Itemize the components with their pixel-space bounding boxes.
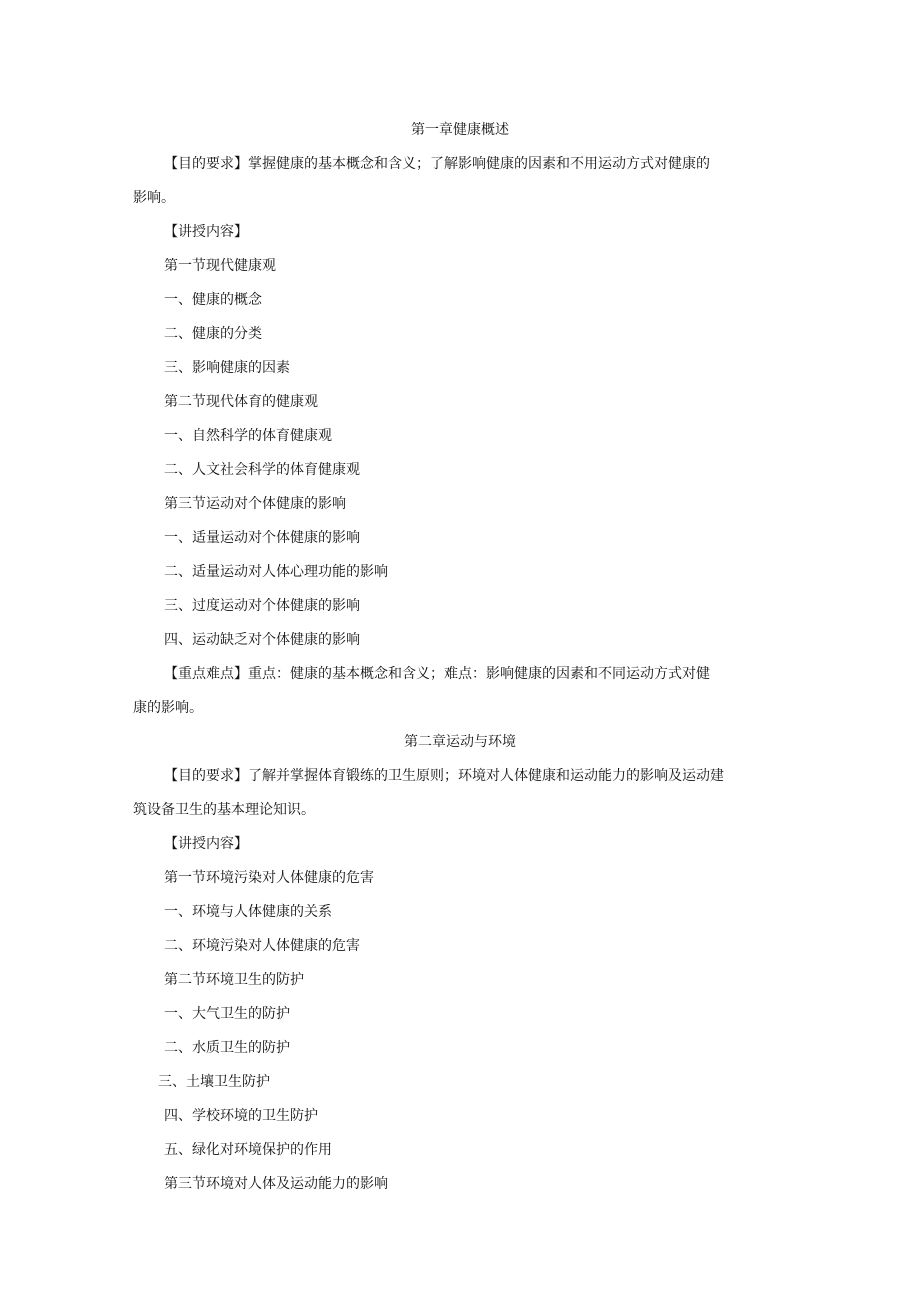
chapter2-outline-item: 二、环境污染对人体健康的危害 — [164, 938, 360, 954]
chapter1-section3-title: 第三节运动对个体健康的影响 — [164, 496, 346, 512]
chapter1-section1-title: 第一节现代健康观 — [164, 258, 276, 274]
chapter2-title: 第二章运动与环境 — [404, 734, 516, 750]
chapter2-outline-item: 三、土壤卫生防护 — [158, 1074, 270, 1090]
chapter2-objective-line2: 筑设备卫生的基本理论知识。 — [133, 802, 315, 818]
chapter2-outline-item: 五、绿化对环境保护的作用 — [164, 1142, 332, 1158]
chapter1-objective-line2: 影响。 — [133, 190, 175, 206]
chapter1-outline-item: 一、健康的概念 — [164, 292, 262, 308]
chapter1-outline-item: 二、适量运动对人体心理功能的影响 — [164, 564, 388, 580]
chapter1-outline-item: 三、影响健康的因素 — [164, 360, 290, 376]
chapter1-keypoints-line2: 康的影响。 — [133, 700, 203, 716]
chapter1-title: 第一章健康概述 — [411, 122, 509, 138]
chapter2-section2-title: 第二节环境卫生的防护 — [164, 972, 304, 988]
chapter2-outline-item: 一、环境与人体健康的关系 — [164, 904, 332, 920]
chapter1-keypoints-line1: 【重点难点】重点：健康的基本概念和含义；难点：影响健康的因素和不同运动方式对健 — [164, 666, 710, 682]
chapter1-outline-item: 四、运动缺乏对个体健康的影响 — [164, 632, 360, 648]
chapter1-content-heading: 【讲授内容】 — [164, 224, 248, 240]
chapter2-objective-line1: 【目的要求】了解并掌握体育锻练的卫生原则；环境对人体健康和运动能力的影响及运动建 — [164, 768, 724, 784]
chapter1-outline-item: 一、自然科学的体育健康观 — [164, 428, 332, 444]
chapter2-section3-title: 第三节环境对人体及运动能力的影响 — [164, 1176, 388, 1192]
chapter1-outline-item: 二、人文社会科学的体育健康观 — [164, 462, 360, 478]
chapter2-outline-item: 四、学校环境的卫生防护 — [164, 1108, 318, 1124]
chapter1-objective-line1: 【目的要求】掌握健康的基本概念和含义；了解影响健康的因素和不用运动方式对健康的 — [164, 156, 710, 172]
chapter2-section1-title: 第一节环境污染对人体健康的危害 — [164, 870, 374, 886]
chapter2-content-heading: 【讲授内容】 — [164, 836, 248, 852]
chapter2-outline-item: 二、水质卫生的防护 — [164, 1040, 290, 1056]
chapter1-outline-item: 一、适量运动对个体健康的影响 — [164, 530, 360, 546]
chapter1-outline-item: 二、健康的分类 — [164, 326, 262, 342]
chapter2-outline-item: 一、大气卫生的防护 — [164, 1006, 290, 1022]
chapter1-outline-item: 三、过度运动对个体健康的影响 — [164, 598, 360, 614]
chapter1-section2-title: 第二节现代体育的健康观 — [164, 394, 318, 410]
